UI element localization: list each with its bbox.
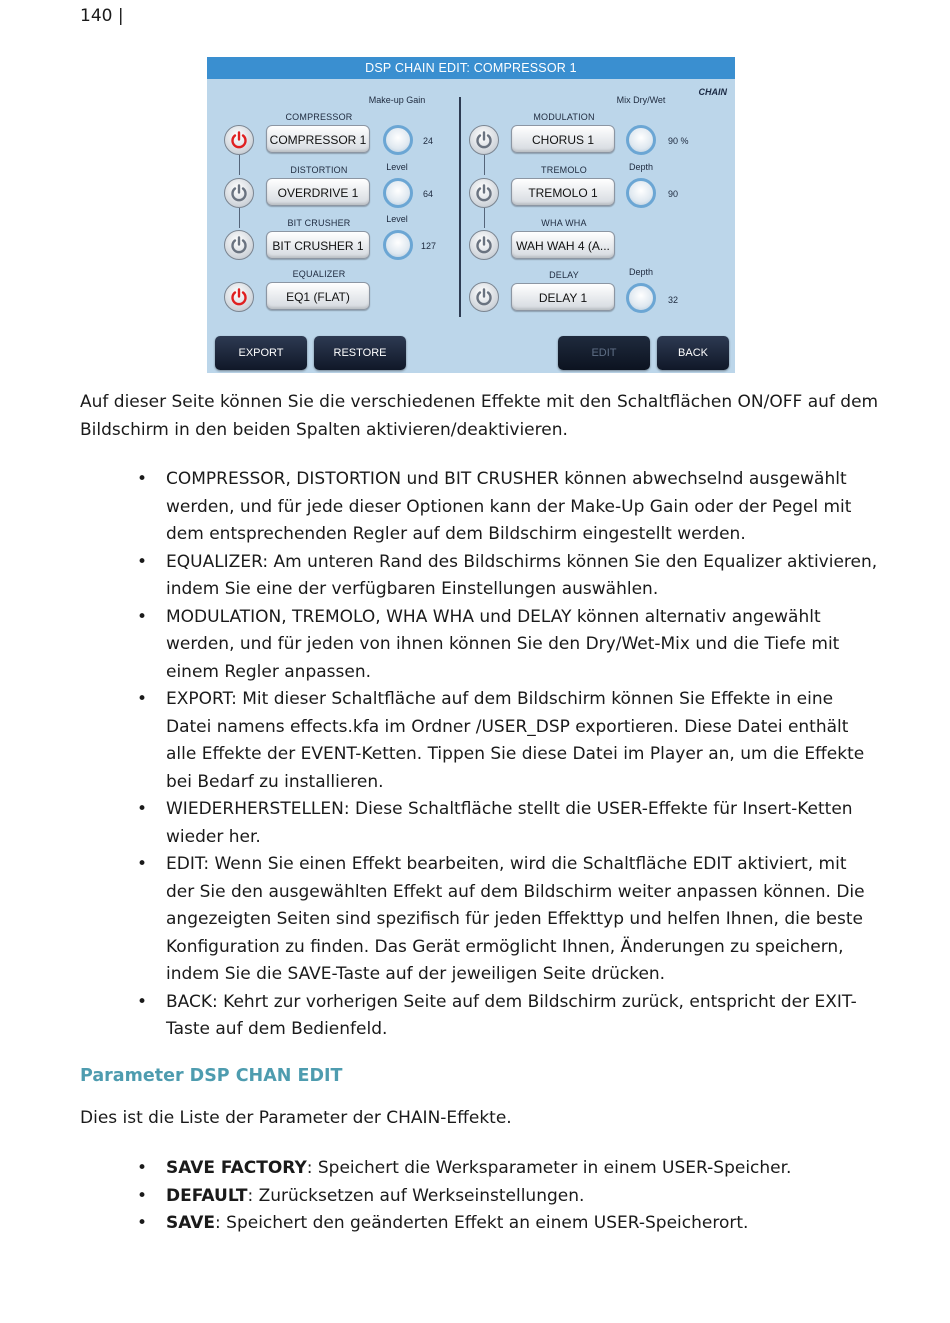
chain-connector <box>484 208 485 228</box>
bit-crusher-level-label: Level <box>386 214 408 224</box>
makeup-gain-value: 24 <box>423 136 434 146</box>
equalizer-power-button[interactable] <box>224 282 254 312</box>
mix-dry-wet-knob[interactable] <box>626 125 656 155</box>
distortion-level-knob[interactable] <box>383 178 413 208</box>
param-term: SAVE <box>166 1213 216 1233</box>
power-icon <box>230 184 248 202</box>
list-item: • BACK: Kehrt zur vorherigen Seite auf dem Bildschirm zurück, entspricht der EXIT-Taste auf dem Bedienfeld. <box>80 989 880 1044</box>
power-icon <box>475 184 493 202</box>
list-item: • EDIT: Wenn Sie einen Effekt bearbeiten, wird die Schaltfläche EDIT aktiviert, mit der Sie den ausgewählten Effekt auf dem Bildschirm weiter anpassen können. Die angezeigten Seiten sind spezifisch für jeden Effekttyp und helfen Ihnen, die beste Konfiguration zu finden. Das Gerät ermöglicht Ihnen, Änderungen zu speichern, indem Sie die SAVE-Taste auf der jeweiligen Seite drücken. <box>80 851 880 989</box>
modulation-effect-button[interactable]: CHORUS 1 <box>511 125 615 153</box>
page-number: 140 | <box>80 6 124 26</box>
distortion-level-value: 64 <box>423 189 434 199</box>
param-term: DEFAULT <box>166 1185 248 1206</box>
tremolo-power-button[interactable] <box>469 178 499 208</box>
tremolo-depth-value: 90 <box>668 189 679 199</box>
param-desc: : Speichert die Werksparameter in einem USER-Speicher. <box>306 1158 792 1178</box>
list-intro: Dies ist die Liste der Parameter der CHAIN-Effekte. <box>80 1108 512 1128</box>
modulation-section-label: MODULATION <box>533 112 595 122</box>
parameter-list <box>80 1155 880 1238</box>
list-item: • EQUALIZER: Am unteren Rand des Bildschirms können Sie den Equalizer aktivieren, indem Sie eine der verfügbaren Einstellungen auswählen. <box>80 549 880 604</box>
list-item: • MODULATION, TREMOLO, WHA WHA und DELAY können alternativ angewählt werden, und für jeden von ihnen können Sie den Dry/Wet-Mix und die Tiefe mit einem Regler anpassen. <box>80 604 880 687</box>
compressor-power-button[interactable] <box>224 125 254 155</box>
param-desc: : Speichert den geänderten Effekt an einem USER-Speicherort. <box>215 1213 749 1233</box>
power-icon <box>475 236 493 254</box>
tremolo-depth-knob[interactable] <box>626 178 656 208</box>
list-item <box>80 1183 880 1211</box>
equalizer-effect-button[interactable]: EQ1 (FLAT) <box>266 282 370 310</box>
equalizer-section-label: EQUALIZER <box>292 269 346 279</box>
power-icon <box>230 288 248 306</box>
dsp-chain-edit-screen <box>207 57 735 373</box>
param-term: SAVE FACTORY <box>166 1158 307 1178</box>
mix-dry-wet-label: Mix Dry/Wet <box>616 95 666 105</box>
wha-wha-effect-button[interactable]: WAH WAH 4 (A... <box>511 231 615 259</box>
power-icon <box>230 236 248 254</box>
bit-crusher-effect-button[interactable]: BIT CRUSHER 1 <box>266 231 370 259</box>
chain-label: CHAIN <box>698 87 727 97</box>
list-item <box>80 1210 880 1238</box>
chain-connector <box>484 155 485 175</box>
makeup-gain-knob[interactable] <box>383 125 413 155</box>
mix-dry-wet-value: 90 % <box>668 136 689 146</box>
compressor-effect-button[interactable]: COMPRESSOR 1 <box>266 125 370 153</box>
restore-button[interactable]: RESTORE <box>314 336 406 370</box>
bit-crusher-level-knob[interactable] <box>383 230 413 260</box>
power-icon <box>475 131 493 149</box>
tremolo-effect-button[interactable]: TREMOLO 1 <box>511 178 615 206</box>
edit-button[interactable]: EDIT <box>558 336 650 370</box>
compressor-section-label: COMPRESSOR <box>285 112 353 122</box>
chain-connector <box>239 208 240 228</box>
makeup-gain-label: Make-up Gain <box>368 95 426 105</box>
distortion-section-label: DISTORTION <box>290 165 348 175</box>
modulation-power-button[interactable] <box>469 125 499 155</box>
list-item: • COMPRESSOR, DISTORTION und BIT CRUSHER können abwechselnd ausgewählt werden, und für jede dieser Optionen kann der Make-Up Gain oder der Pegel mit dem entsprechenden Regler auf dem Bildschirm eingestellt werden. <box>80 466 880 549</box>
bit-crusher-power-button[interactable] <box>224 230 254 260</box>
delay-depth-label: Depth <box>628 267 654 277</box>
distortion-power-button[interactable] <box>224 178 254 208</box>
tremolo-depth-label: Depth <box>628 162 654 172</box>
list-item: • EXPORT: Mit dieser Schaltfläche auf dem Bildschirm können Sie Effekte in eine Datei namens effects.kfa im Ordner /USER_DSP exportieren. Diese Datei enthält alle Effekte der EVENT-Ketten. Tippen Sie diese Datei im Player an, um die Effekte bei Bedarf zu installieren. <box>80 686 880 796</box>
export-button[interactable]: EXPORT <box>215 336 307 370</box>
section-heading: Parameter DSP CHAN EDIT <box>80 1066 343 1086</box>
delay-depth-knob[interactable] <box>626 283 656 313</box>
column-divider <box>459 97 461 317</box>
delay-power-button[interactable] <box>469 282 499 312</box>
delay-effect-button[interactable]: DELAY 1 <box>511 283 615 311</box>
delay-section-label: DELAY <box>549 270 579 280</box>
bit-crusher-section-label: BIT CRUSHER <box>287 218 351 228</box>
screen-title: DSP CHAIN EDIT: COMPRESSOR 1 <box>207 57 735 79</box>
list-item: • WIEDERHERSTELLEN: Diese Schaltfläche stellt die USER-Effekte für Insert-Ketten wieder her. <box>80 796 880 851</box>
intro-paragraph: Auf dieser Seite können Sie die verschiedenen Effekte mit den Schaltflächen ON/OFF auf dem Bildschirm in den beiden Spalten aktivieren/deaktivieren. <box>80 392 879 440</box>
chain-connector <box>239 155 240 175</box>
list-item <box>80 1155 880 1183</box>
power-icon <box>230 131 248 149</box>
delay-depth-value: 32 <box>668 295 679 305</box>
tremolo-section-label: TREMOLO <box>541 165 587 175</box>
distortion-effect-button[interactable]: OVERDRIVE 1 <box>266 178 370 206</box>
back-button[interactable]: BACK <box>657 336 729 370</box>
param-desc: : Zurücksetzen auf Werkseinstellungen. <box>247 1185 585 1206</box>
bit-crusher-level-value: 127 <box>421 241 437 251</box>
wha-wha-section-label: WHA WHA <box>541 218 587 228</box>
power-icon <box>475 288 493 306</box>
feature-list <box>80 466 880 1044</box>
distortion-level-label: Level <box>386 162 408 172</box>
wha-wha-power-button[interactable] <box>469 230 499 260</box>
